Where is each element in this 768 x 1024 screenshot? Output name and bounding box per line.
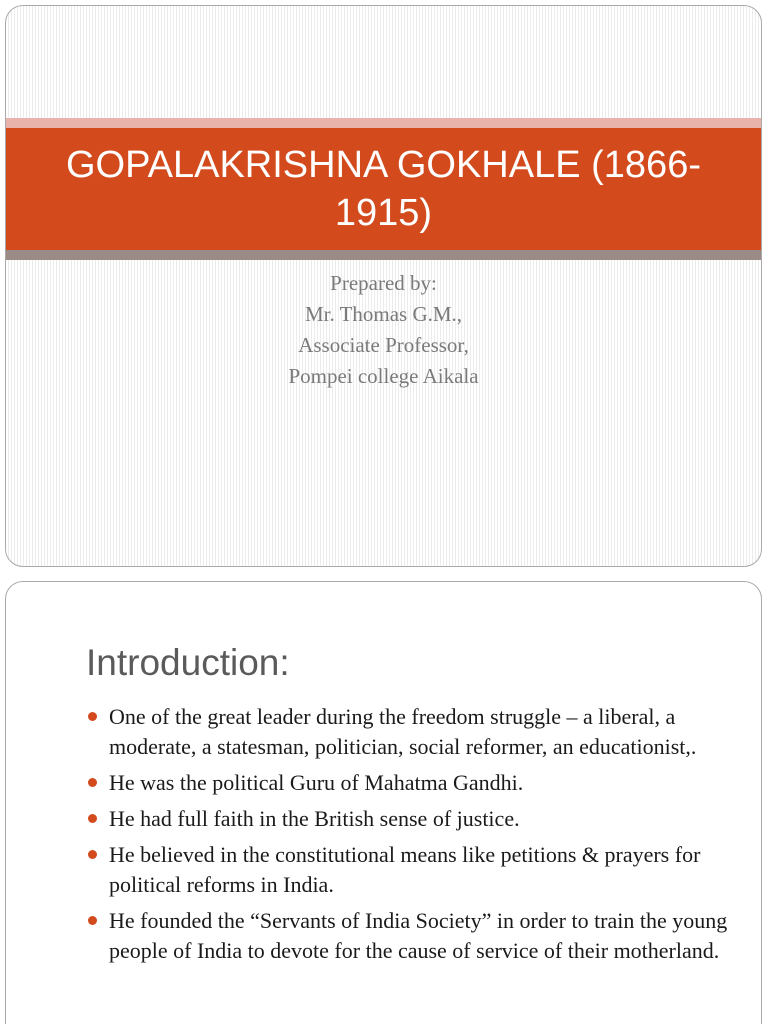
subtitle-line-author: Mr. Thomas G.M., (304, 302, 463, 326)
bullet-text: He founded the “Servants of India Society” in order to train the young people of India to devote for the cause of service of their motherland. (109, 908, 728, 963)
bullet-dot-icon (88, 916, 97, 925)
bullet-list (86, 702, 736, 972)
bullet-text: One of the great leader during the freedom struggle – a liberal, a moderate, a statesman, politician, social reformer, an educationist,. (109, 704, 697, 759)
subtitle-line-role: Associate Professor, (298, 333, 469, 357)
bullet-dot-icon (88, 850, 97, 859)
title-slide (5, 5, 762, 567)
bullet-dot-icon (88, 814, 97, 823)
list-item (86, 906, 736, 966)
list-item (86, 840, 736, 900)
list-item (86, 768, 736, 798)
slide-title: GOPALAKRISHNA GOKHALE (1866-1915) (66, 144, 701, 234)
title-band-bottom-stripe (6, 250, 761, 260)
title-band-top-stripe (6, 118, 761, 128)
bullet-text: He had full faith in the British sense of justice. (109, 806, 520, 831)
subtitle-line-prepared-by: Prepared by: (330, 271, 437, 295)
bullet-text: He was the political Guru of Mahatma Gandhi. (109, 770, 524, 795)
introduction-slide (5, 581, 762, 1024)
list-item (86, 804, 736, 834)
slide-heading: Introduction: (86, 642, 290, 683)
bullet-text: He believed in the constitutional means like petitions & prayers for political reforms in India. (109, 842, 701, 897)
list-item (86, 702, 736, 762)
subtitle-line-institution: Pompei college Aikala (288, 364, 479, 388)
bullet-dot-icon (88, 778, 97, 787)
title-band (6, 128, 761, 250)
subtitle-block (6, 268, 761, 392)
bullet-dot-icon (88, 712, 97, 721)
